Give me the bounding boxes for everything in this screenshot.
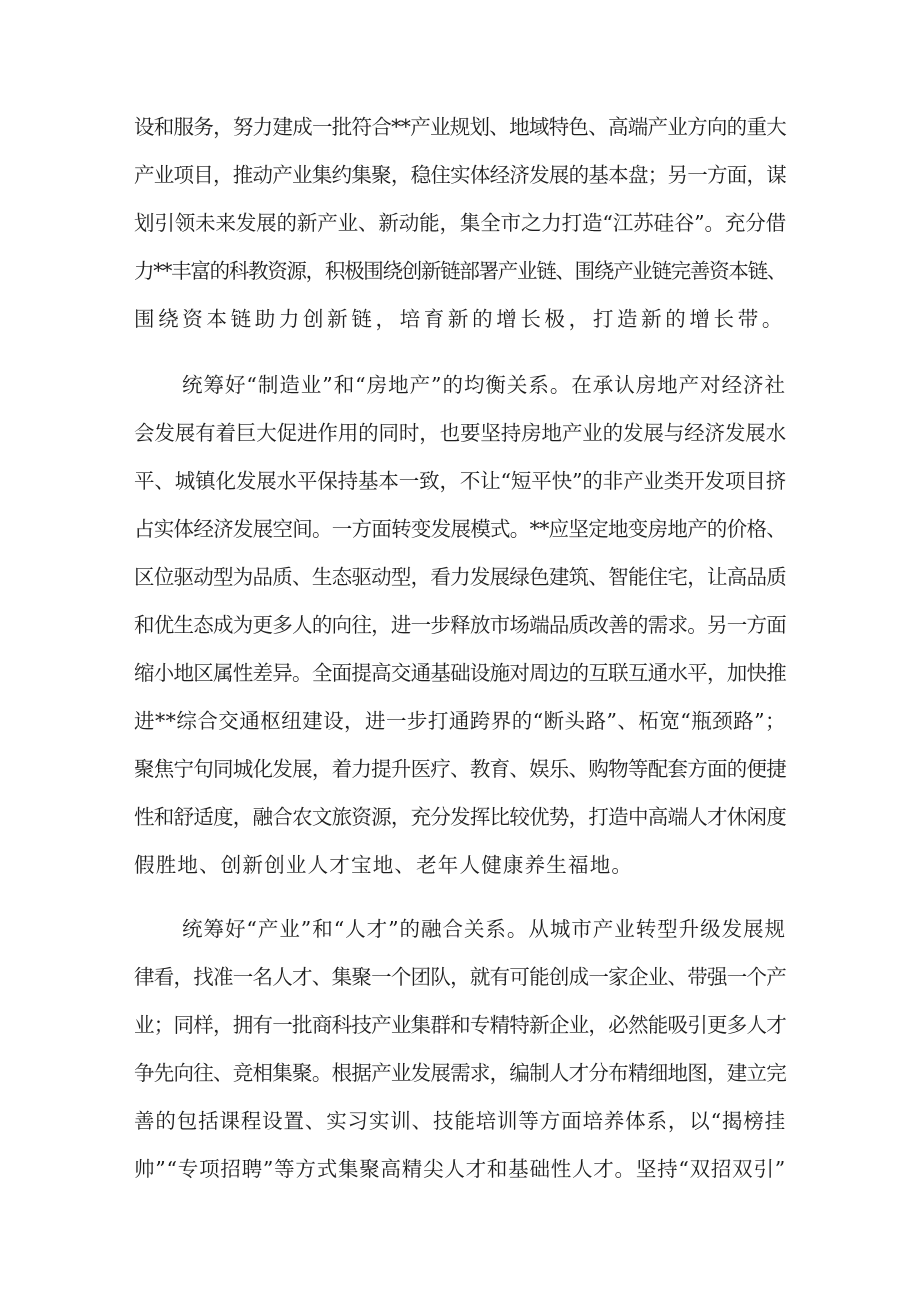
- text-line: 围绕资本链助力创新链，培育新的增长极，打造新的增长带。: [134, 307, 786, 331]
- text-line: 产业项目，推动产业集约集聚，稳住实体经济发展的基本盘；另一方面，谋: [134, 163, 786, 187]
- paragraph-heading-line: 统筹好“产业”和“人才”的融合关系。从城市产业转型升级发展规: [182, 917, 786, 941]
- text-line: 划引领未来发展的新产业、新动能，集全市之力打造“江苏硅谷”。充分借: [134, 211, 786, 235]
- text-line: 律看，找准一名人才、集聚一个团队，就有可能创成一家企业、带强一个产: [134, 965, 786, 989]
- text-line: 聚焦宁句同城化发展，着力提升医疗、教育、娱乐、购物等配套方面的便捷: [134, 757, 786, 781]
- text-line: 帅”“专项招聘”等方式集聚高精尖人才和基础性人才。坚持“双招双引”: [134, 1157, 786, 1181]
- text-line: 平、城镇化发展水平保持基本一致，不让“短平快”的非产业类开发项目挤: [134, 469, 786, 493]
- text-line: 业；同样，拥有一批商科技产业集群和专精特新企业，必然能吸引更多人才: [134, 1013, 786, 1037]
- paragraph-heading-line: 统筹好“制造业”和“房地产”的均衡关系。在承认房地产对经济社: [182, 373, 786, 397]
- text-line: 善的包括课程设置、实习实训、技能培训等方面培养体系，以“揭榜挂: [134, 1109, 786, 1133]
- text-line: 力**丰富的科教资源，积极围绕创新链部署产业链、围绕产业链完善资本链、: [134, 259, 786, 283]
- text-line: 进**综合交通枢纽建设，进一步打通跨界的“断头路”、柘宽“瓶颈路”；: [134, 709, 786, 733]
- text-line: 会发展有着巨大促进作用的同时，也要坚持房地产业的发展与经济发展水: [134, 421, 786, 445]
- text-line: 争先向往、竞相集聚。根据产业发展需求，编制人才分布精细地图，建立完: [134, 1061, 786, 1085]
- text-line: 占实体经济发展空间。一方面转变发展模式。**应坚定地变房地产的价格、: [134, 517, 786, 541]
- text-line: 假胜地、创新创业人才宝地、老年人健康养生福地。: [134, 853, 634, 877]
- text-line: 缩小地区属性差异。全面提高交通基础设施对周边的互联互通水平，加快推: [134, 661, 786, 685]
- text-line: 设和服务，努力建成一批符合**产业规划、地域特色、高端产业方向的重大: [134, 115, 786, 139]
- text-line: 区位驱动型为品质、生态驱动型，看力发展绿色建筑、智能住宅，让高品质: [134, 565, 786, 589]
- text-line: 性和舒适度，融合农文旅资源，充分发挥比较优势，打造中高端人才休闲度: [134, 805, 786, 829]
- text-line: 和优生态成为更多人的向往，进一步释放市场端品质改善的需求。另一方面: [134, 613, 786, 637]
